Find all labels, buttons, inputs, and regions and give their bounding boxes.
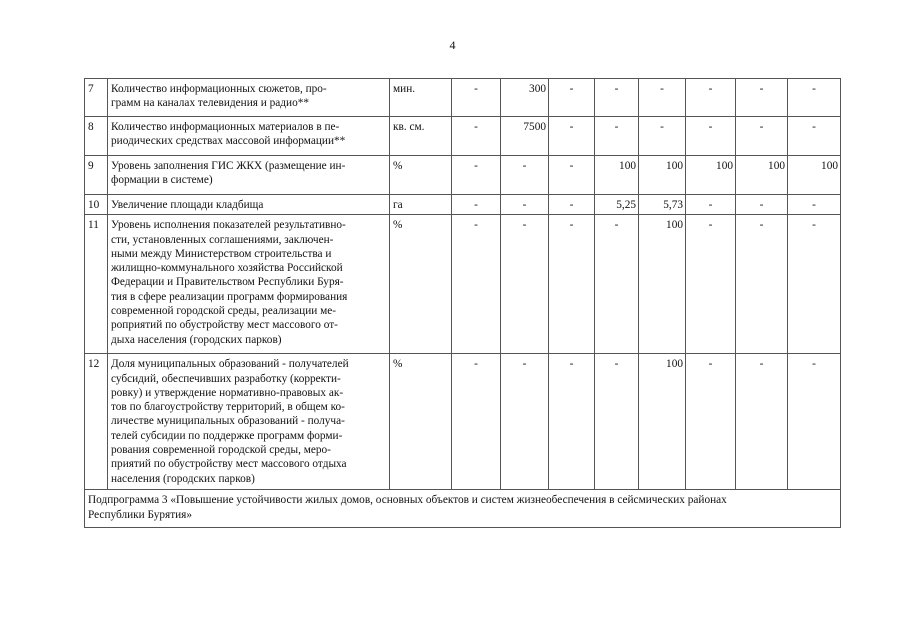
- indicator-value: 100: [639, 354, 686, 490]
- indicator-value: -: [595, 215, 639, 354]
- indicator-value: 5,73: [639, 195, 686, 215]
- indicator-value: 100: [595, 156, 639, 195]
- indicator-value: -: [788, 195, 841, 215]
- indicator-value: -: [452, 79, 501, 117]
- indicator-value: 100: [686, 156, 736, 195]
- page-number: 4: [449, 38, 456, 52]
- indicator-unit: %: [390, 354, 452, 490]
- indicators-table: [84, 78, 841, 528]
- indicator-value: -: [501, 354, 549, 490]
- indicator-name: Уровень исполнения показателей результативно- сти, установленных соглашениями, заключен- ными между Министерством строительства и жилищно-коммунального хозяйства Российской Федерации и Правительством Республики Буря- тия в сфере реализации программ формирования современной городской среды, реализации ме- роприятий по обустройству мест массового от- дыха населения (городских парков): [108, 215, 390, 354]
- table-row: [85, 79, 841, 117]
- row-number: 9: [85, 156, 108, 195]
- indicator-value: -: [686, 215, 736, 354]
- indicator-unit: га: [390, 195, 452, 215]
- indicator-value: -: [736, 354, 788, 490]
- indicator-value: -: [788, 79, 841, 117]
- indicator-value: -: [736, 215, 788, 354]
- indicator-value: -: [595, 79, 639, 117]
- indicator-value: -: [736, 195, 788, 215]
- indicator-value: -: [595, 117, 639, 156]
- indicator-unit: кв. см.: [390, 117, 452, 156]
- indicator-value: -: [639, 117, 686, 156]
- table-row: [85, 354, 841, 490]
- indicator-value: 100: [736, 156, 788, 195]
- table-row: [85, 215, 841, 354]
- subprogram-title: Подпрограмма 3 «Повышение устойчивости жилых домов, основных объектов и систем жизнеобеспечения в сейсмических районах Республики Бурятия»: [85, 490, 841, 528]
- indicator-unit: мин.: [390, 79, 452, 117]
- indicator-value: -: [549, 79, 595, 117]
- indicator-value: 100: [639, 156, 686, 195]
- indicator-name: Количество информационных сюжетов, про- грамм на каналах телевидения и радио**: [108, 79, 390, 117]
- indicator-value: -: [501, 156, 549, 195]
- indicator-unit: %: [390, 156, 452, 195]
- row-number: 11: [85, 215, 108, 354]
- indicator-value: -: [549, 215, 595, 354]
- indicator-name: Количество информационных материалов в пе- риодических средствах массовой информации**: [108, 117, 390, 156]
- indicator-name: Увеличение площади кладбища: [108, 195, 390, 215]
- indicator-value: -: [452, 195, 501, 215]
- subprogram-row: [85, 490, 841, 528]
- row-number: 10: [85, 195, 108, 215]
- indicator-value: -: [639, 79, 686, 117]
- row-number: 7: [85, 79, 108, 117]
- indicator-value: -: [686, 117, 736, 156]
- indicator-value: -: [686, 354, 736, 490]
- indicator-value: -: [501, 215, 549, 354]
- indicator-value: -: [549, 195, 595, 215]
- table-row: [85, 195, 841, 215]
- indicator-value: 300: [501, 79, 549, 117]
- table-row: [85, 156, 841, 195]
- indicator-value: -: [736, 117, 788, 156]
- indicator-value: 7500: [501, 117, 549, 156]
- indicator-name: Доля муниципальных образований - получателей субсидий, обеспечивших разработку (корректи- ровку) и утверждение нормативно-правовых ак- тов по благоустройству территорий, в общем ко- личестве муниципальных образований - получа- телей субсидии по поддержке программ форми- рования современной городской среды, меро- приятий по обустройству мест массового отдыха населения (городских парков): [108, 354, 390, 490]
- indicator-value: -: [595, 354, 639, 490]
- indicator-value: -: [788, 354, 841, 490]
- indicator-value: -: [452, 156, 501, 195]
- indicator-value: -: [686, 195, 736, 215]
- indicator-value: -: [686, 79, 736, 117]
- indicator-value: -: [736, 79, 788, 117]
- indicator-name: Уровень заполнения ГИС ЖКХ (размещение ин- формации в системе): [108, 156, 390, 195]
- indicator-value: -: [788, 215, 841, 354]
- row-number: 12: [85, 354, 108, 490]
- indicator-unit: %: [390, 215, 452, 354]
- indicator-value: -: [452, 354, 501, 490]
- indicator-value: -: [452, 215, 501, 354]
- table-row: [85, 117, 841, 156]
- indicator-value: -: [452, 117, 501, 156]
- indicator-value: -: [549, 354, 595, 490]
- row-number: 8: [85, 117, 108, 156]
- indicator-value: 100: [788, 156, 841, 195]
- indicator-value: -: [501, 195, 549, 215]
- indicator-value: -: [549, 117, 595, 156]
- indicator-value: 100: [639, 215, 686, 354]
- indicator-value: -: [788, 117, 841, 156]
- indicator-value: 5,25: [595, 195, 639, 215]
- indicator-value: -: [549, 156, 595, 195]
